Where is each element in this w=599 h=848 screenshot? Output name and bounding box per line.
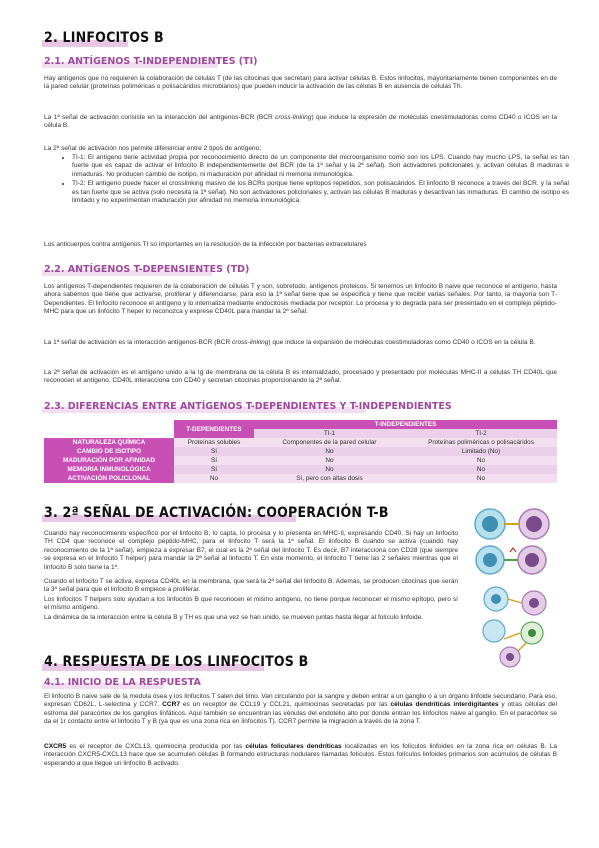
paragraph: El linfocito B naive sale de la medula ósea y los linfocitos T salen del timo. Van circulando por la sangre y deben entrar a un ganglio o a un órgano linfoide secundario. Para eso, expresan CD62L, L-selectina y CCR7. CCR7 es un receptor de CCL19 y CCL21, quimiocinas secretadas por las células dendríticas interdigitantes y otras células del estroma del paracórtex de los ganglios linfáticos. Aquí también se encuentran las vénulas del endotelio alto por donde entran los linfocitos naive al ganglio. En el paracórtex se da el 1r contacto entre el linfocito T y B (ya que es una zona rica en linfocitos T). CCR7 permite la migración a través de la zona T. [44, 693, 557, 726]
table-cell: No [405, 474, 557, 483]
paragraph: La 1ª señal de activación consiste en la interacción del antígenos-BCR (BCR cross-linking) que induce la expresión de moléculas coestimuladoras como CD40 o ICOS en la célula B. [44, 114, 557, 130]
bullet-list [58, 154, 569, 206]
table-cell: No [254, 465, 405, 474]
table-cell: Limitado (No) [405, 447, 557, 456]
section-heading-respuesta: 4. RESPUESTA DE LOS LINFOCITOS B [44, 654, 309, 670]
table-row [44, 447, 557, 456]
table-cell: No [405, 456, 557, 465]
table-row [44, 438, 557, 447]
subheading-diferencias: 2.3. DIFERENCIAS ENTRE ANTÍGENOS T-DEPENDIENTES Y T-INDEPENDIENTES [44, 401, 452, 412]
row-header: MEMORIA INMUNOLÓGICA [44, 465, 174, 474]
table-cell: No [405, 465, 557, 474]
subheading-td: 2.2. ANTÍGENOS T-DEPENSIENTES (TD) [44, 264, 250, 275]
subheading-inicio: 4.1. INICIO DE LA RESPUESTA [44, 677, 201, 688]
row-header: ACTIVACIÓN POLICLONAL [44, 474, 174, 483]
paragraph: La dinámica de la interacción entre la célula B y TH es que una vez se han unido, se mueven juntas hasta llegar al folículo linfoide. [44, 614, 424, 621]
column-header: T-INDEPENDIENTES [254, 420, 557, 429]
column-header: TI-2 [405, 429, 557, 438]
paragraph: Hay antígenos que no requieren la colaboración de células T (de las citocinas que secretan) para activar células B. Estos linfocitos, mayoritariamente tienen componentes en de la pared celular (proteínas poliméricas o polisacáridos microbianos) que pueden inducir la activación de las células B en ausencia de células Th. [44, 75, 557, 91]
paragraph: CXCR5 es el receptor de CXCL13, quimiocina producida por las células foliculares dendríticas localizadas en los folículos linfoides en la zona rica en células B. La interacción CXCR5-CXCL13 hace que se acumulen células B formando estructuras nodulares llamadas folículos. Estos folículos linfoides primarios son acúmulos de células B esperando a que llegue un linfocito B activado. [44, 743, 558, 767]
table-cell: Proteínas solubles [174, 438, 254, 447]
paragraph: Los antígenos T-dependientes requieren de la colaboración de células T y son, sobretodo, antígenos proteicos. Si tenemos un linfocito B naive que reconoce el antígeno, hasta ahora sabemos que tiene que activarse, proliferar y diferenciarse, para eso la 1ª señal tiene que se especifica y tiene que recibir varias señales. Por tanto, la mayoría son T-Dependientes. El linfocito reconoce el antígeno y lo internaliza mediante endocitosis mediada por receptor. Lo procesa y lo degrada para ser presentado en el complejo péptido-MHC para que un linfocito T heper lo reconozca y exprese CD40L para mandar la 2ª señal. [44, 283, 557, 316]
table-cell: No [254, 456, 405, 465]
column-header: TI-1 [254, 429, 405, 438]
paragraph: La 2ª señal de activación nos permite diferenciar entre 2 tipos de antígeno: [44, 145, 262, 152]
table-cell: No [174, 474, 254, 483]
table-row [44, 465, 557, 474]
list-item: • TI-1: El antígeno tiene actividad propia por reconocimiento directo de un componente del microorganismo como son los LPS. Cuando hay mucho LPS, la señal es tan fuerte que es capaz de activar el linfocito B independientemente del BCR (de la 1ª señal y la 2ª señal). Son activadores policlonales y, activan células B maduras e inmaduras. No producen cambio de isotipo, ni maduración por afinidad ni memoria inmunológica. [72, 154, 569, 179]
table-cell: Proteínas poliméricas o polisacáridos [405, 438, 557, 447]
paragraph: La 2ª señal de activación es el antígeno unido a la Ig de membrana de la célula B es internalizado, procesado y presentado por moléculas MHC-II a células TH CD40L que reconocen el antígeno. CD40L interacciona con CD40 y secretan citocinas proporcionando la 2ª señal. [44, 369, 557, 385]
lymph-follicle-illustration [474, 583, 558, 669]
section-heading-linfocitos-b: 2. LINFOCITOS B [44, 30, 164, 46]
paragraph: Los anticuerpos contra antígenos TI so importantes en la resolución de la infección por bacterias extracelulares [44, 241, 367, 248]
paragraph: La 1ª señal de activación es la interacción antígenos-BCR (BCR cross-linking) que induce la expansión de moléculas coestimuladoras como CD40 o ICOS en la célula B. [44, 339, 536, 346]
tb-cooperation-illustration [466, 502, 558, 580]
table-cell: Componentes de la pared celular [254, 438, 405, 447]
table-header-row [44, 420, 557, 429]
paragraph: Cuando el linfocito T se activa, expresa CD40L en la membrana, que será la 2ª señal del linfocito B. Además, se producen citocinas que serán la 3ª señal para que el linfocito B empiece a proliferar. [44, 578, 458, 594]
paragraph: Cuando hay reconocimiento específico por el linfocito B, lo capta, lo procesa y lo presenta en MHC-II, expresando CD40. Si hay un linfocito TH CD4 que reconoce el complejo péptido-MHC, para el linfocito T será la 1ª señal. El linfocito B cuando se activa (cuando hay reconocimiento de la 1ª señal), empieza a expresar B7, el cual es la 2ª señal del linfocito T. Es decir, B7 interacciona con CD28 (que siempre se expresa en el linfocito T helper) para mandar la 2ª señal al linfocito T. En este momento, el linfocito T tiene las 2 señales mientras que el linfocito B solo tiene la 1ª. [44, 530, 458, 571]
column-header: T-DEPENDIENTES [174, 420, 254, 438]
table-cell: Sí, pero con altas dosis [254, 474, 405, 483]
paragraph: Los linfocitos T helpers solo ayudan a los linfocitos B que reconocen el mismo antígeno, no tiene porque reconocer el mismo epítopo, pero sí el mismo antígeno. [44, 596, 458, 612]
list-item: • TI-2: El antígeno puede hacer el crosslinking masivo de los BCRs porque tiene epítopos repetidos, son polisacáridos. El linfocito B reconoce a través del BCR, y la señal es tan fuerte que se activa (solo necesita la 1ª señal). No son activadores policlonales y, activan las células B maduras y desactivan las inmaduras. El cambio de isotipo es limitado y no experimentan maduración por afinidad no memoria inmunológica. [72, 180, 569, 205]
table-cell: Sí [174, 456, 254, 465]
row-header: CAMBIO DE ISOTIPO [44, 447, 174, 456]
row-header: NATURALEZA QUÍMICA [44, 438, 174, 447]
table-row [44, 474, 557, 483]
section-heading-segunda-senal: 3. 2ª SEÑAL DE ACTIVACIÓN: COOPERACIÓN T-B [44, 505, 389, 521]
table-row [44, 456, 557, 465]
table-cell: No [254, 447, 405, 456]
subheading-ti: 2.1. ANTÍGENOS T-INDEPENDIENTES (TI) [44, 56, 258, 67]
row-header: MADURACIÓN POR AFINIDAD [44, 456, 174, 465]
comparison-table [44, 420, 557, 483]
table-cell: Sí [174, 447, 254, 456]
table-cell: Sí [174, 465, 254, 474]
